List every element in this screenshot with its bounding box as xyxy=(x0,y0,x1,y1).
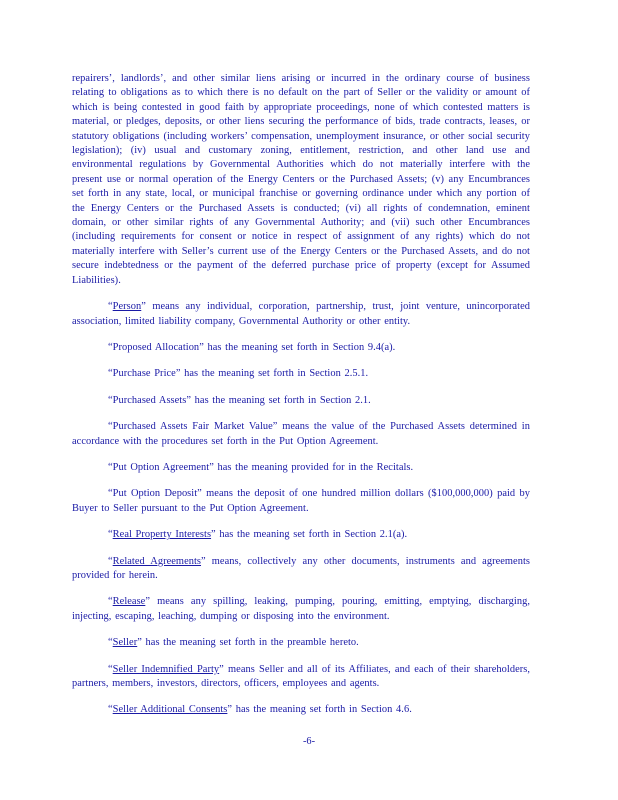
defined-term: Purchased Assets xyxy=(112,394,187,406)
definition-text: means any individual, corporation, partnership, trust, joint venture, unincorporated association, limited liability company, Governmental Authority or other entity. xyxy=(72,301,530,327)
definition-paragraph xyxy=(72,555,530,584)
continuation-paragraph: repairers’, landlords’, and other similar liens arising or incurred in the ordinary course of business relating to obligations as to which there is no default on the part of Seller or the validity or amount of which is being contested in good faith by appropriate proceedings, none of which contested matters is material, or pledges, deposits, or other liens securing the performance of bids, trade contracts, leases, or statutory obligations (including workers’ compensation, unemployment insurance, or other social security legislation); (iv) usual and customary zoning, entitlement, restriction, and other land use and environmental regulations by Governmental Authorities which do not materially interfere with the present use or normal operation of the Energy Centers or the Purchased Assets; (v) any Encumbrances set forth in any state, local, or municipal franchise or governing ordinance under which any portion of the Energy Centers or the Purchased Assets is conducted; (vi) all rights of condemnation, eminent domain, or other similar rights of any Governmental Authority; and (vii) such other Encumbrances (including requirements for consent or notice in respect of assignment of any rights) which do not materially interfere with Seller’s current use of the Energy Centers or the Purchased Assets, and do not secure indebtedness or the payment of the deferred purchase price of property (except for Assumed Liabilities). xyxy=(72,73,530,286)
defined-term: Related Agreements xyxy=(112,555,202,567)
open-quote: “ xyxy=(108,488,113,500)
defined-term: Purchase Price xyxy=(112,368,176,380)
defined-term: Seller xyxy=(112,637,138,649)
close-quote: ” xyxy=(209,461,214,473)
open-quote: “ xyxy=(108,529,113,541)
close-quote: ” xyxy=(199,341,204,353)
open-quote: “ xyxy=(108,368,113,380)
open-quote: “ xyxy=(108,663,113,675)
open-quote: “ xyxy=(108,704,113,716)
definition-text: means, collectively any other documents, instruments and agreements provided for herein. xyxy=(72,555,530,581)
open-quote: “ xyxy=(108,461,113,473)
definition-paragraph xyxy=(72,367,530,381)
definition-paragraph xyxy=(72,300,530,329)
definition-text: has the meaning set forth in the preamble hereto. xyxy=(141,637,359,649)
close-quote: ” xyxy=(145,596,151,608)
defined-term: Real Property Interests xyxy=(112,529,212,541)
definition-paragraph xyxy=(72,394,530,408)
open-quote: “ xyxy=(108,394,113,406)
defined-term: Purchased Assets Fair Market Value xyxy=(112,421,273,433)
open-quote: “ xyxy=(108,637,113,649)
definition-paragraph xyxy=(72,703,530,717)
close-quote: ” xyxy=(137,637,142,649)
defined-term: Put Option Agreement xyxy=(112,461,210,473)
definition-text: has the meaning set forth in Section 2.5.1. xyxy=(180,368,369,380)
open-quote: “ xyxy=(108,341,113,353)
close-quote: ” xyxy=(201,555,206,567)
defined-term: Proposed Allocation xyxy=(112,341,200,353)
close-quote: ” xyxy=(175,368,181,380)
definition-paragraph xyxy=(72,636,530,650)
definitions-list xyxy=(72,300,530,718)
definition-text: has the meaning provided for in the Recitals. xyxy=(213,461,414,473)
close-quote: ” xyxy=(186,394,192,406)
definition-text: has the meaning set forth in Section 4.6. xyxy=(232,704,412,716)
definition-text: means any spilling, leaking, pumping, pouring, emitting, emptying, discharging, injecting, escaping, leaching, dumping or disposing into the environment. xyxy=(72,596,530,622)
close-quote: ” xyxy=(219,663,224,675)
close-quote: ” xyxy=(211,529,216,541)
definition-paragraph xyxy=(72,528,530,542)
definition-text: has the meaning set forth in Section 2.1(a). xyxy=(215,529,408,541)
close-quote: ” xyxy=(197,488,202,500)
defined-term: Release xyxy=(112,596,146,608)
open-quote: “ xyxy=(108,555,113,567)
definition-text: has the meaning set forth in Section 2.1. xyxy=(191,394,371,406)
open-quote: “ xyxy=(108,301,113,313)
defined-term: Person xyxy=(112,301,142,313)
definition-text: means Seller and all of its Affiliates, and each of their shareholders, partners, members, investors, directors, officers, employees and agents. xyxy=(72,663,530,689)
definition-paragraph xyxy=(72,420,530,449)
close-quote: ” xyxy=(227,704,233,716)
definition-paragraph xyxy=(72,487,530,516)
close-quote: ” xyxy=(272,421,278,433)
defined-term: Put Option Deposit xyxy=(112,488,198,500)
definition-paragraph xyxy=(72,663,530,692)
open-quote: “ xyxy=(108,596,113,608)
close-quote: ” xyxy=(141,301,146,313)
page-number: -6- xyxy=(302,736,316,747)
definition-text: means the value of the Purchased Assets determined in accordance with the procedures set forth in the Put Option Agreement. xyxy=(72,421,530,447)
definition-text: means the deposit of one hundred million dollars ($100,000,000) paid by Buyer to Seller pursuant to the Put Option Agreement. xyxy=(72,488,530,514)
defined-term: Seller Additional Consents xyxy=(112,704,228,716)
definition-paragraph xyxy=(72,341,530,355)
defined-term: Seller Indemnified Party xyxy=(112,663,220,675)
definition-text: has the meaning set forth in Section 9.4(a). xyxy=(203,341,396,353)
open-quote: “ xyxy=(108,421,113,433)
definition-paragraph xyxy=(72,595,530,624)
definition-paragraph xyxy=(72,461,530,475)
